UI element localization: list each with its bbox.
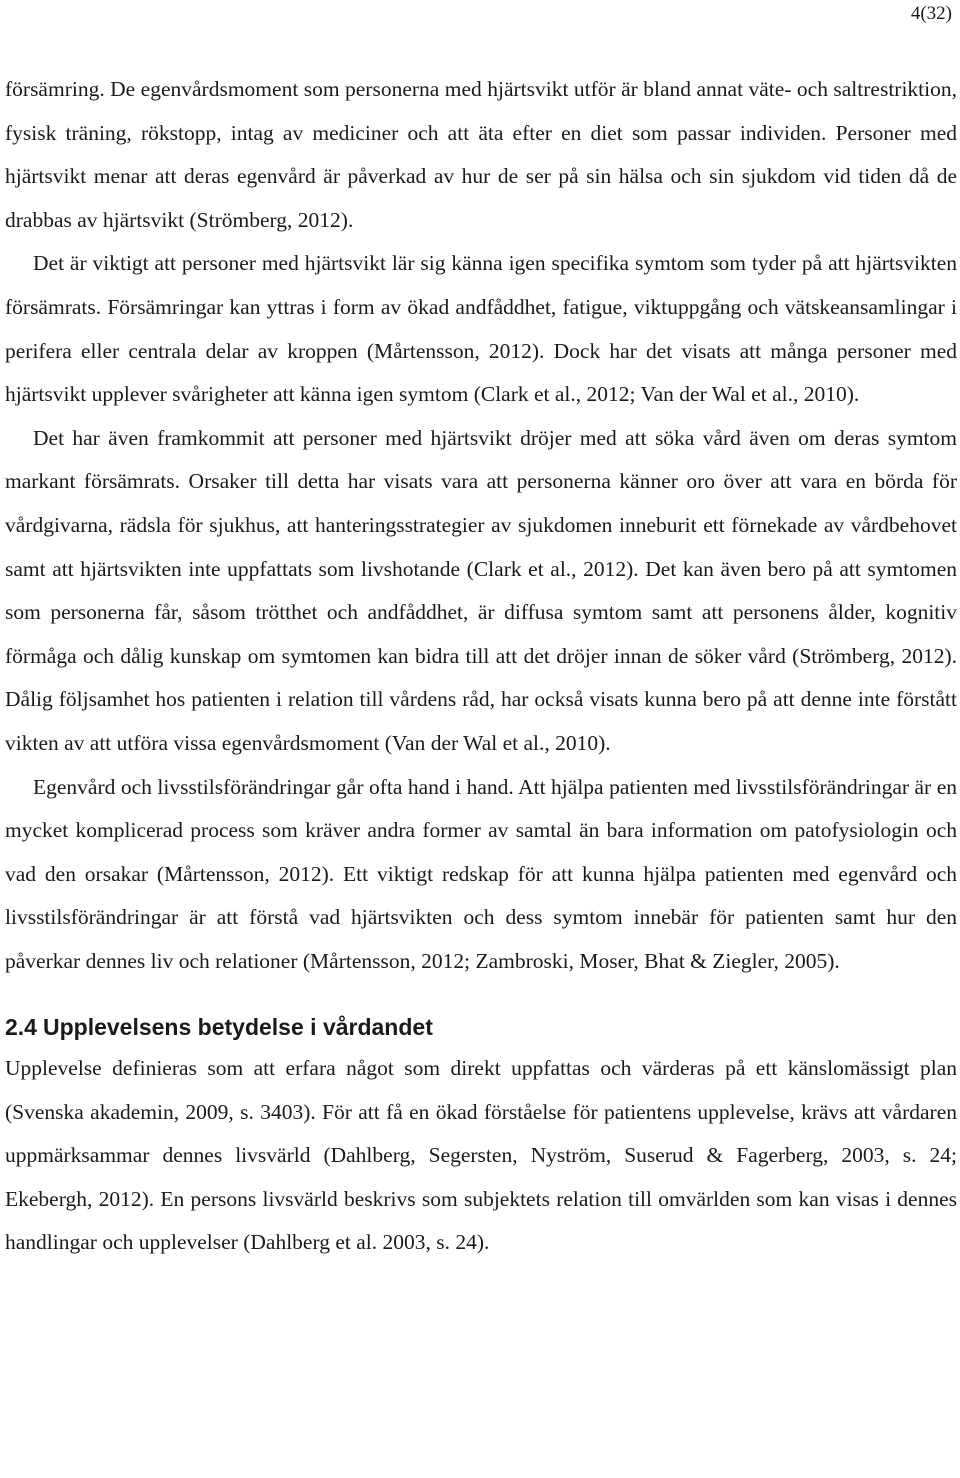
paragraph-experience-definition: Upplevelse definieras som att erfara något som direkt uppfattas och värderas på ett känslomässigt plan (Svenska akademin, 2009, s. 3403). För att få en ökad förståelse för patientens upplevelse, krävs att vårdaren uppmärksammar dennes livsvärld (Dahlberg, Segersten, Nyström, Suserud & Fagerberg, 2003, s. 24; Ekebergh, 2012). En persons livsvärld beskrivs som subjektets relation till omvärlden som kan visas i dennes handlingar och upplevelser (Dahlberg et al. 2003, s. 24). xyxy=(5,1056,957,1255)
page-number: 4(32) xyxy=(910,3,952,24)
paragraph-delay-seeking-care: Det har även framkommit att personer med hjärtsvikt dröjer med att söka vård även om deras symtom markant försämrats. Orsaker till detta har visats vara att personerna känner oro över att vara en börda för vårdgivarna, rädsla för sjukhus, att hanteringsstrategier av sjukdomen inneburit ett förnekade av vårdbehovet samt att hjärtsvikten inte uppfattats som livshotande (Clark et al., 2012). Det kan även bero på att symtomen som personerna får, såsom trötthet och andfåddhet, är diffusa symtom samt att personens ålder, kognitiv förmåga och dålig kunskap om symtomen kan bidra till att det dröjer innan de söker vård (Strömberg, 2012). Dålig följsamhet hos patienten i relation till vårdens råd, har också visats kunna bero på att denne inte förstått vikten av att utföra vissa egenvårdsmoment (Van der Wal et al., 2010). xyxy=(5,425,957,755)
document-body xyxy=(5,68,957,1265)
section-title: Upplevelsens betydelse i vårdandet xyxy=(42,1014,433,1041)
section-heading xyxy=(5,1009,957,1045)
paragraph-lifestyle-changes: Egenvård och livsstilsförändringar går ofta hand i hand. Att hjälpa patienten med livsstilsförändringar är en mycket komplicerad process som kräver andra former av samtal än bara information om patofysiologin och vad den orsakar (Mårtensson, 2012). Ett viktigt redskap för att kunna hjälpa patienten med egenvård och livsstilsförändringar är att förstå vad hjärtsvikten och dess symtom innebär för patienten samt hur den påverkar dennes liv och relationer (Mårtensson, 2012; Zambroski, Moser, Bhat & Ziegler, 2005). xyxy=(5,774,957,973)
paragraph-self-care-measures: försämring. De egenvårdsmoment som personerna med hjärtsvikt utför är bland annat väte- och saltrestriktion, fysisk träning, rökstopp, intag av mediciner och att äta efter en diet som passar individen. Personer med hjärtsvikt menar att deras egenvård är påverkad av hur de ser på sin hälsa och sin sjukdom vid tiden då de drabbas av hjärtsvikt (Strömberg, 2012). xyxy=(5,77,957,232)
section-number: 2.4 xyxy=(5,1014,37,1041)
paragraph-recognize-symptoms: Det är viktigt att personer med hjärtsvikt lär sig känna igen specifika symtom som tyder på att hjärtsvikten försämrats. Försämringar kan yttras i form av ökad andfåddhet, fatigue, viktuppgång och vätskeansamlingar i perifera eller centrala delar av kroppen (Mårtensson, 2012). Dock har det visats att många personer med hjärtsvikt upplever svårigheter att känna igen symtom (Clark et al., 2012; Van der Wal et al., 2010). xyxy=(5,251,957,407)
